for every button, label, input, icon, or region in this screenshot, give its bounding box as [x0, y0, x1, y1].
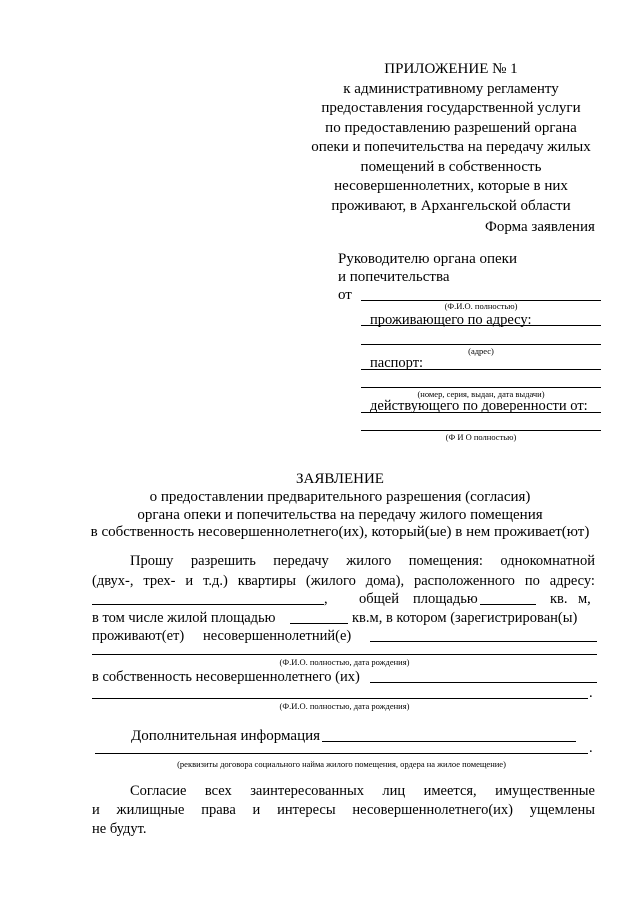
minor-label: несовершеннолетний(е) [203, 628, 352, 644]
passport-field-1[interactable] [361, 369, 601, 370]
appendix-title: ПРИЛОЖЕНИЕ № 1 [384, 61, 518, 77]
residing-label: проживающего по адресу: [370, 312, 532, 328]
proxy-label: действующего по доверенности от: [370, 398, 588, 414]
proxy-field-1[interactable] [361, 412, 601, 413]
request-line1: Прошу разрешить передачу жилого помещения: однокомнатной [130, 553, 595, 569]
hint-fio: (Ф.И.О. полностью) [444, 301, 518, 311]
period: . [589, 685, 593, 701]
ownership-blank-2[interactable] [92, 698, 588, 699]
request-line2: (двух-, трех- и т.д.) квартиры (жилого дома), расположенного по адресу: [92, 573, 595, 589]
appendix-line: проживают, в Архангельской области [331, 197, 571, 214]
living-area-blank[interactable] [290, 623, 348, 624]
hint-passport: (номер, серия, выдан, дата выдачи) [417, 389, 545, 399]
appendix-line: по предоставлению разрешений органа [325, 119, 577, 136]
appendix-line: к административному регламенту [343, 80, 559, 97]
title-line1: о предоставлении предварительного разрешения (согласия) [149, 489, 531, 505]
living-area-label: в том числе жилой площадью [92, 610, 276, 626]
hint-contract: (реквизиты договора социального найма жилого помещения, ордера на жилое помещение) [177, 759, 506, 769]
hint-proxy: (Ф И О полностью) [445, 432, 517, 442]
residing-field[interactable] [361, 325, 601, 326]
proxy-field-2[interactable] [361, 430, 601, 431]
addressee-line2: и попечительства [338, 269, 450, 285]
address-field[interactable] [361, 344, 601, 345]
sqm-label-m: м, [578, 591, 591, 607]
consent-line1: Согласие всех заинтересованных лиц имеется, имущественные [130, 783, 595, 799]
additional-info-blank[interactable] [322, 741, 576, 742]
title-line3: в собственность несовершеннолетнего(их), который(ые) в нем проживает(ют) [90, 524, 590, 540]
minor-fio-blank-2[interactable] [92, 654, 597, 655]
registered-label: кв.м, в котором (зарегистрирован(ы) [352, 610, 578, 626]
minor-fio-blank[interactable] [370, 641, 597, 642]
passport-field-2[interactable] [361, 387, 601, 388]
form-label: Форма заявления [485, 219, 595, 235]
comma: , [324, 591, 328, 607]
hint-address: (адрес) [468, 346, 494, 356]
appendix-header [306, 60, 596, 216]
appendix-line: помещений в собственность [360, 158, 542, 175]
ownership-label: в собственность несовершеннолетнего (их) [92, 669, 360, 685]
total-area-word2: площадью [413, 591, 478, 607]
address-blank[interactable] [92, 604, 324, 605]
passport-label: паспорт: [370, 355, 424, 371]
appendix-line: предоставления государственной услуги [321, 100, 581, 116]
period: . [589, 740, 593, 756]
total-area-blank[interactable] [480, 604, 536, 605]
appendix-line: несовершеннолетних, которые в них [334, 178, 568, 194]
consent-line2: и жилищные права и интересы несовершеннолетнего(их) ущемлены [92, 802, 595, 818]
additional-info-label: Дополнительная информация [131, 728, 321, 744]
hint-fio-dob-1: (Ф.И.О. полностью, дата рождения) [279, 657, 410, 667]
additional-info-blank-2[interactable] [95, 753, 588, 754]
residing-minors-label: проживают(ет) [92, 628, 185, 644]
ownership-blank[interactable] [370, 682, 597, 683]
total-area-word1: общей [359, 591, 399, 607]
consent-line3: не будут. [92, 821, 147, 837]
appendix-line: опеки и попечительства на передачу жилых [311, 139, 591, 155]
hint-fio-dob-2: (Ф.И.О. полностью, дата рождения) [279, 701, 410, 711]
document-heading: ЗАЯВЛЕНИЕ [296, 471, 384, 487]
sqm-label: кв. [550, 591, 568, 607]
title-line2: органа опеки и попечительства на передачу жилого помещения [137, 507, 543, 523]
addressee-from: от [338, 287, 352, 303]
addressee-line1: Руководителю органа опеки [338, 251, 517, 267]
